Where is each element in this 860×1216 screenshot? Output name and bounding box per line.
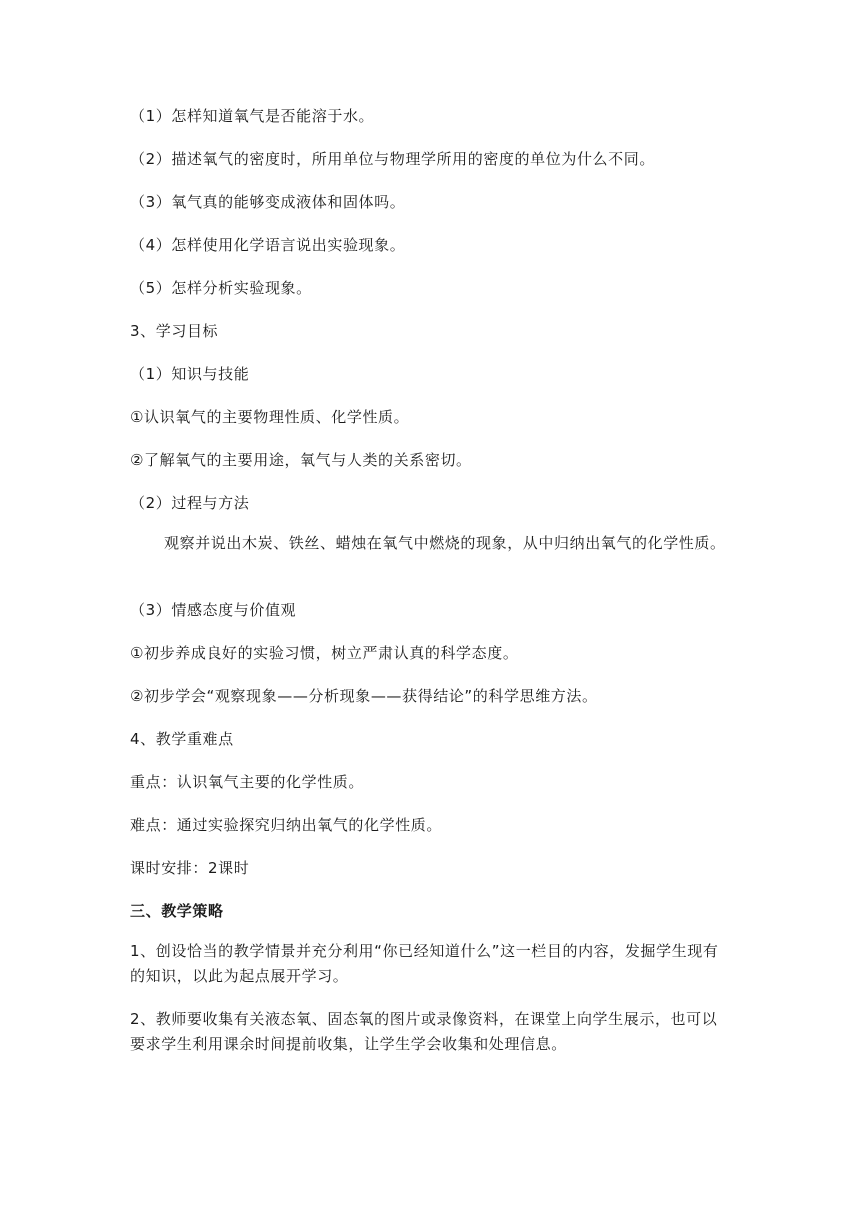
subheading-knowledge-skills: （1）知识与技能: [130, 365, 250, 383]
question-1: （1）怎样知道氧气是否能溶于水。: [130, 107, 375, 125]
question-3: （3）氧气真的能够变成液体和固体吗。: [130, 193, 406, 211]
question-5: （5）怎样分析实验现象。: [130, 279, 312, 297]
question-2: （2）描述氧气的密度时，所用单位与物理学所用的密度的单位为什么不同。: [130, 150, 655, 168]
strategy-item-2: 2、教师要收集有关液态氧、固态氧的图片或录像资料，在课堂上向学生展示，也可以要求学生利用课余时间提前收集，让学生学会收集和处理信息。: [130, 1010, 718, 1053]
goal-item-2: ②了解氧气的主要用途，氧气与人类的关系密切。: [130, 451, 472, 469]
class-hours: 课时安排：2课时: [130, 859, 250, 877]
section-heading-teaching-strategy: 三、教学策略: [130, 902, 224, 920]
process-method-paragraph: 观察并说出木炭、铁丝、蜡烛在氧气中燃烧的现象，从中归纳出氧气的化学性质。: [164, 534, 726, 552]
attitude-item-1: ①初步养成良好的实验习惯，树立严肃认真的科学态度。: [130, 644, 519, 662]
section-heading-learning-goals: 3、学习目标: [130, 322, 219, 340]
strategy-item-1: 1、创设恰当的教学情景并充分利用“你已经知道什么”这一栏目的内容，发掘学生现有的知识，以此为起点展开学习。: [130, 942, 719, 985]
subheading-process-method: （2）过程与方法: [130, 494, 250, 512]
question-4: （4）怎样使用化学语言说出实验现象。: [130, 236, 406, 254]
subheading-attitude-values: （3）情感态度与价值观: [130, 601, 297, 619]
key-point: 重点：认识氧气主要的化学性质。: [130, 773, 365, 791]
attitude-item-2: ②初步学会“观察现象——分析现象——获得结论”的科学思维方法。: [130, 687, 598, 705]
difficult-point: 难点：通过实验探究归纳出氧气的化学性质。: [130, 816, 443, 834]
section-heading-key-points: 4、教学重难点: [130, 730, 234, 748]
goal-item-1: ①认识氧气的主要物理性质、化学性质。: [130, 408, 410, 426]
